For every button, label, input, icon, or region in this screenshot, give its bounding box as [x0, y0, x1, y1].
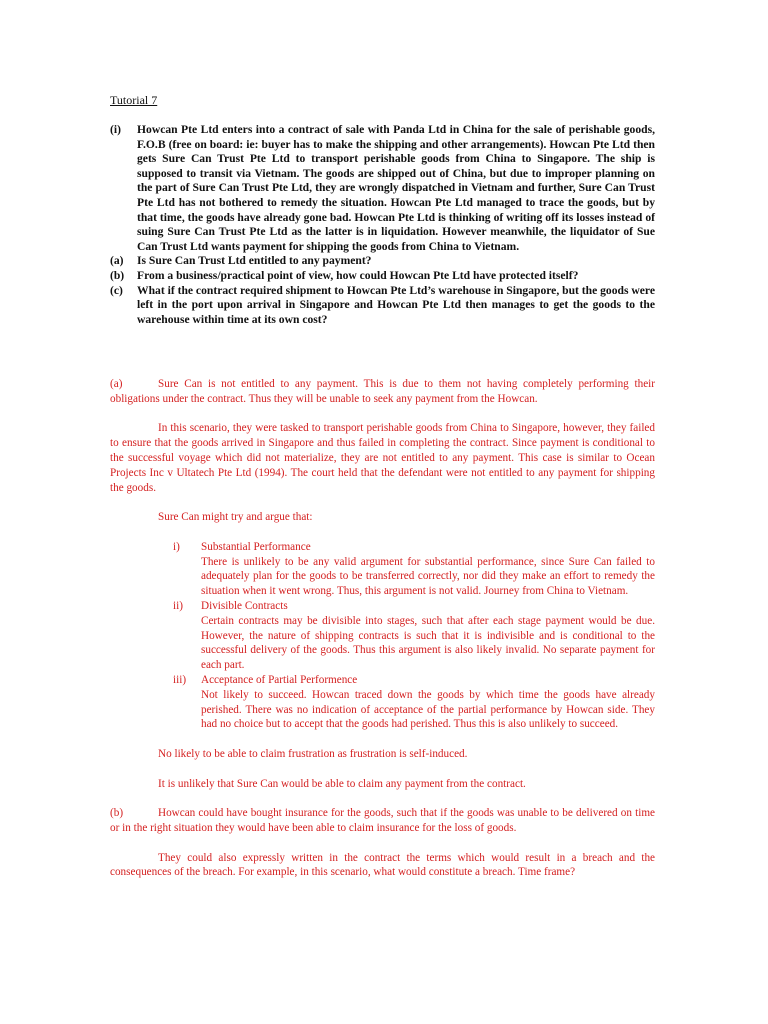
sub-question-number: (a) — [110, 254, 124, 268]
answer-block — [110, 377, 655, 895]
answer-a-paragraph-2: In this scenario, they were tasked to transport perishable goods from China to Singapore, however, they failed to ensure that the goods arrived in Singapore and thus failed in completing the contract. Since payment is conditional to the successful voyage which did not materialize, they are not entitled to any payment. This case is similar to Ocean Projects Inc v Ultatech Pte Ltd (1994). The court held that the defendant were not entitled to any payment for shipping the goods. — [110, 422, 655, 494]
argument-title: Acceptance of Partial Performence — [201, 673, 358, 686]
tutorial-title: Tutorial 7 — [110, 93, 158, 107]
sub-question-a — [110, 254, 655, 269]
sub-question-c — [110, 284, 655, 328]
argument-title: Divisible Contracts — [201, 599, 288, 612]
argument-item — [110, 599, 655, 673]
argument-body: Certain contracts may be divisible into stages, such that after each stage payment would be due. However, the nature of shipping contracts is such that it is indivisible and is conditional to the successful delivery of the goods. Thus this argument is also likely invalid. No separate payment for each part. — [201, 614, 655, 672]
argument-item — [110, 540, 655, 599]
argument-number: i) — [173, 540, 180, 553]
answer-b-paragraph-2: They could also expressly written in the contract the terms which would result in a breach and the consequences of the breach. For example, in this scenario, what would constitute a breach. Time frame? — [110, 851, 655, 879]
question-main — [110, 123, 655, 254]
answer-b-p1-text: Howcan could have bought insurance for the goods, such that if the goods was unable to be delivered on time or in the right situation they would have been able to claim insurance for the loss of goods. — [110, 807, 655, 834]
argument-item — [110, 673, 655, 732]
sub-question-b — [110, 269, 655, 284]
answer-a-intro: Sure Can might try and argue that: — [158, 511, 313, 524]
argument-number: ii) — [173, 599, 183, 612]
answer-a-label: (a) — [110, 378, 123, 390]
answer-a-frustration: No likely to be able to claim frustration as frustration is self-induced. — [158, 747, 468, 760]
argument-body: There is unlikely to be any valid argument for substantial performance, since Sure Can failed to adequately plan for the goods to be transferred correctly, nor did they make an effort to remedy the situation when it went wrong. Thus, this argument is not valid. Journey from China to Vietnam. — [201, 555, 655, 598]
answer-a-p1-text: Sure Can is not entitled to any payment. This is due to them not having completely performing their obligations under the contract. Thus they will be unable to seek any payment from the Howcan. — [110, 378, 655, 405]
argument-body: Not likely to succeed. Howcan traced down the goods by which time the goods have already perished. There was no indication of acceptance of the partial performance by Howcan side. They had no choice but to accept that the goods had perished. Thus this is also unlikely to succeed. — [201, 688, 655, 731]
answer-a-conclusion: It is unlikely that Sure Can would be able to claim any payment from the contract. — [158, 777, 526, 790]
question-text: Howcan Pte Ltd enters into a contract of sale with Panda Ltd in China for the sale of perishable goods, F.O.B (free on board: ie: buyer has to make the shipping and other arrangements). Howcan Pte Ltd then gets Sure Can Trust Pte Ltd to transport perishable goods from China to Singapore. The ship is supposed to transit via Vietnam. The goods are shipped out of China, but due to improper planning on the part of Sure Can Trust Pte Ltd, they are wrongly dispatched in Vietnam and further, Sure Can Trust Pte Ltd has not bothered to remedy the situation. Howcan Pte Ltd managed to trace the goods, but by that time, the goods have already gone bad. Howcan Pte Ltd is thinking of writing off its losses instead of suing Sure Can Trust Pte Ltd as the latter is in liquidation. However meanwhile, the liquidator of Sue Can Trust Ltd wants payment for shipping the goods from China to Vietnam. — [137, 123, 655, 253]
argument-list — [110, 540, 655, 732]
answer-a-paragraph-1 — [110, 377, 655, 407]
answer-b-paragraph-1 — [110, 806, 655, 836]
question-block — [110, 123, 655, 327]
sub-question-number: (b) — [110, 268, 125, 282]
argument-number: iii) — [173, 673, 187, 686]
question-number: (i) — [110, 123, 121, 136]
argument-title: Substantial Performance — [201, 540, 311, 553]
answer-b-label: (b) — [110, 807, 124, 820]
sub-question-text: What if the contract required shipment to Howcan Pte Ltd’s warehouse in Singapore, but the goods were left in the port upon arrival in Singapore and Howcan Pte Ltd then manages to get the goods to the warehouse within time at its own cost? — [137, 283, 655, 326]
sub-question-number: (c) — [110, 283, 123, 297]
sub-question-text: Is Sure Can Trust Ltd entitled to any payment? — [137, 254, 372, 268]
sub-question-text: From a business/practical point of view, how could Howcan Pte Ltd have protected itself? — [137, 268, 579, 282]
